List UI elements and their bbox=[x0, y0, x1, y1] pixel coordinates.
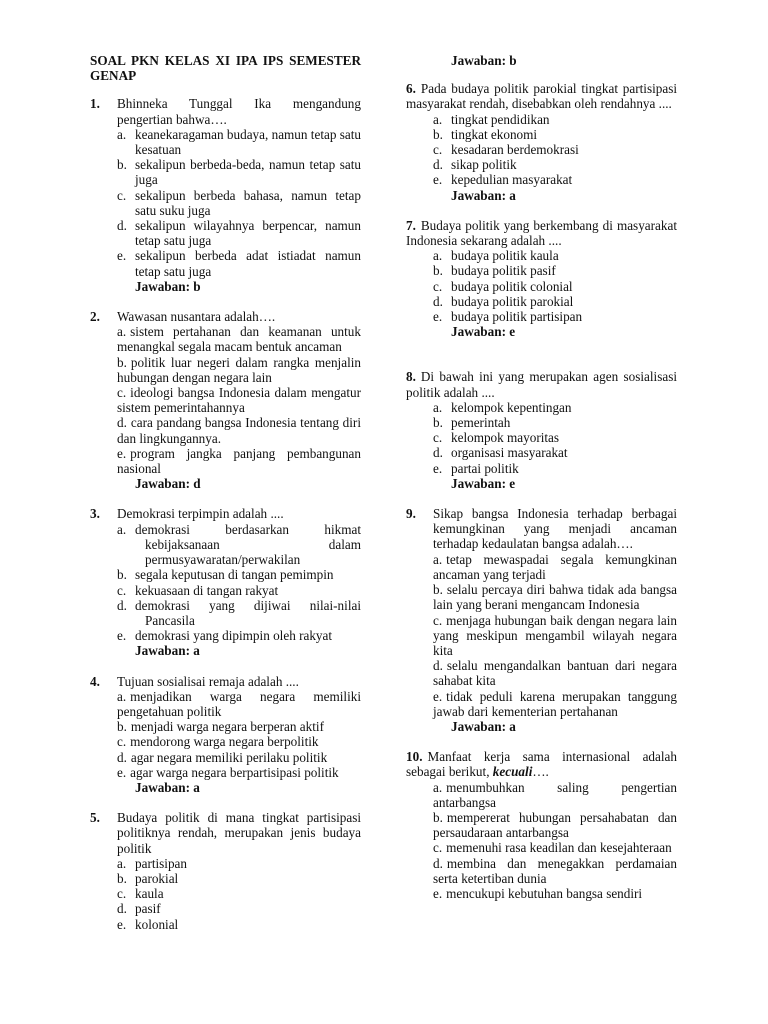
question-number: 1. bbox=[90, 96, 100, 112]
answer-key: Jawaban: d bbox=[135, 476, 201, 492]
question-stem: Budaya politik yang berkembang di masyarakat Indonesia sekarang adalah .... bbox=[406, 217, 677, 249]
option: b. tingkat ekonomi bbox=[433, 126, 538, 142]
option: e. agar warga negara berpartisipasi politik bbox=[117, 764, 339, 780]
option: b. menjadi warga negara berperan aktif bbox=[117, 719, 324, 735]
question-stem: Demokrasi terpimpin adalah .... bbox=[117, 506, 284, 522]
option-list bbox=[433, 780, 677, 902]
option: d. sekalipun wilayahnya berpencar, namun tetap satu juga bbox=[117, 218, 361, 249]
option: e. budaya politik partisipan bbox=[433, 309, 583, 325]
question-stem: Di bawah ini yang merupakan agen sosialisasi politik adalah .... bbox=[406, 369, 677, 400]
answer-key: Jawaban: e bbox=[451, 324, 516, 340]
emphasis-kecuali: kecuali bbox=[492, 764, 533, 780]
option-list bbox=[117, 522, 361, 644]
answer-key: Jawaban: e bbox=[451, 475, 516, 491]
option: a. budaya politik kaula bbox=[433, 248, 559, 264]
option: b. segala keputusan di tangan pemimpin bbox=[117, 567, 334, 583]
option: a. sistem pertahanan dan keamanan untuk menangkal segala macam bentuk ancaman bbox=[117, 324, 361, 355]
answer-key: Jawaban: a bbox=[135, 643, 200, 659]
option-list bbox=[117, 856, 361, 932]
option-list bbox=[433, 248, 677, 324]
option-list bbox=[433, 552, 677, 719]
left-column bbox=[90, 53, 361, 947]
question-number: 5. bbox=[90, 810, 100, 826]
option: a. partisipan bbox=[117, 855, 188, 871]
option: e. tidak peduli karena merupakan tanggung jawab dari kementerian pertahanan bbox=[433, 688, 677, 719]
question-number: 7. bbox=[406, 217, 416, 233]
question-stem: Pada budaya politik parokial tingkat partisipasi masyarakat rendah, disebabkan oleh rendahnya .... bbox=[406, 81, 677, 112]
question-stem: Budaya politik di mana tingkat partisipasi politiknya rendah, merupakan jenis budaya politik bbox=[117, 810, 361, 856]
option: c. budaya politik colonial bbox=[433, 278, 573, 294]
option: d. membina dan menegakkan perdamaian serta ketertiban dunia bbox=[433, 855, 677, 886]
option: d. budaya politik parokial bbox=[433, 293, 574, 309]
option: d. agar negara memiliki perilaku politik bbox=[117, 749, 328, 765]
right-column bbox=[406, 53, 677, 916]
option: c. kaula bbox=[117, 886, 164, 902]
option: c. kelompok mayoritas bbox=[433, 430, 560, 446]
question-number: 10. bbox=[406, 749, 423, 765]
answer-key: Jawaban: a bbox=[451, 718, 516, 734]
option: b. sekalipun berbeda-beda, namun tetap satu juga bbox=[117, 157, 361, 188]
question-number: 2. bbox=[90, 309, 100, 325]
option: a. menjadikan warga negara memiliki pengetahuan politik bbox=[117, 688, 361, 719]
option-list bbox=[433, 400, 677, 476]
option: e. program jangka panjang pembangunan nasional bbox=[117, 445, 361, 477]
option: b. selalu percaya diri bahwa tidak ada bangsa lain yang berani mengancam Indonesia bbox=[433, 582, 677, 613]
question-stem: Manfaat kerja sama internasional adalah sebagai berikut, kecuali…. bbox=[406, 749, 677, 780]
option: e. sekalipun berbeda adat istiadat namun tetap satu juga bbox=[117, 248, 361, 279]
option: e. demokrasi yang dipimpin oleh rakyat bbox=[117, 628, 333, 644]
option: b. parokial bbox=[117, 870, 179, 886]
option: c. ideologi bangsa Indonesia dalam mengatur sistem pemerintahannya bbox=[117, 385, 361, 416]
option: c. memenuhi rasa keadilan dan kesejahteraan bbox=[433, 840, 672, 856]
option: d. organisasi masyarakat bbox=[433, 445, 568, 461]
option-list bbox=[117, 324, 361, 476]
option-list bbox=[117, 127, 361, 279]
option: c. mendorong warga negara berpolitik bbox=[117, 734, 319, 750]
option: a. menumbuhkan saling pengertian antarbangsa bbox=[433, 779, 677, 810]
option: e. kepedulian masyarakat bbox=[433, 172, 573, 188]
option-list bbox=[117, 689, 361, 780]
option: a. keanekaragaman budaya, namun tetap satu kesatuan bbox=[117, 126, 361, 158]
option: e. mencukupi kebutuhan bangsa sendiri bbox=[433, 885, 643, 901]
answer-key: Jawaban: a bbox=[135, 779, 200, 795]
option: b. mempererat hubungan persahabatan dan persaudaraan antarbangsa bbox=[433, 809, 677, 841]
answer-key: Jawaban: b bbox=[135, 278, 201, 294]
option: b. politik luar negeri dalam rangka menjalin hubungan dengan negara lain bbox=[117, 354, 361, 385]
answer-key: Jawaban: b bbox=[451, 53, 517, 68]
question-stem: Tujuan sosialisai remaja adalah .... bbox=[117, 673, 299, 689]
option: e. partai politik bbox=[433, 460, 519, 476]
option: d. sikap politik bbox=[433, 157, 517, 173]
option: e. kolonial bbox=[117, 916, 179, 932]
question-stem: Wawasan nusantara adalah…. bbox=[117, 309, 276, 325]
option: a. tetap mewaspadai segala kemungkinan ancaman yang terjadi bbox=[433, 551, 677, 582]
question-number: 9. bbox=[406, 506, 416, 522]
option: d. cara pandang bangsa Indonesia tentang diri dan lingkungannya. bbox=[117, 415, 361, 446]
option: d. demokrasi yang dijiwai nilai-nilai Pancasila bbox=[117, 597, 361, 628]
question-number: 3. bbox=[90, 506, 100, 522]
question-1 bbox=[90, 96, 361, 294]
question-3 bbox=[90, 506, 361, 658]
question-9 bbox=[406, 506, 677, 734]
option: c. kekuasaan di tangan rakyat bbox=[117, 582, 279, 598]
option: b. budaya politik pasif bbox=[433, 263, 556, 279]
question-number: 6. bbox=[406, 81, 416, 97]
question-5 bbox=[90, 810, 361, 932]
question-2 bbox=[90, 309, 361, 491]
answer-key: Jawaban: a bbox=[451, 187, 516, 203]
option: d. pasif bbox=[117, 901, 161, 917]
option: c. menjaga hubungan baik dengan negara lain yang meskipun mengambil wilayah negara kita bbox=[433, 612, 677, 658]
option: a. demokrasi berdasarkan hikmat kebijaksanaan dalam permusyawaratan/perwakilan bbox=[117, 521, 361, 568]
question-6 bbox=[406, 81, 677, 203]
question-8 bbox=[406, 369, 677, 491]
option: c. sekalipun berbeda bahasa, namun tetap satu suku juga bbox=[117, 187, 361, 218]
question-number: 8. bbox=[406, 369, 416, 385]
question-4 bbox=[90, 674, 361, 796]
question-10 bbox=[406, 749, 677, 901]
question-stem: Sikap bangsa Indonesia terhadap berbagai kemungkinan yang menjadi ancaman terhadap kedaulatan bangsa adalah…. bbox=[433, 506, 677, 552]
question-stem: Bhinneka Tunggal Ika mengandung pengertian bahwa…. bbox=[117, 96, 361, 127]
question-7 bbox=[406, 218, 677, 340]
option-list bbox=[433, 112, 677, 188]
option: d. selalu mengandalkan bantuan dari negara sahabat kita bbox=[433, 658, 677, 689]
question-number: 4. bbox=[90, 673, 100, 689]
option: b. pemerintah bbox=[433, 415, 511, 431]
option: c. kesadaran berdemokrasi bbox=[433, 142, 579, 158]
page-title: SOAL PKN KELAS XI IPA IPS SEMESTER GENAP bbox=[90, 53, 361, 84]
option: a. tingkat pendidikan bbox=[433, 111, 550, 127]
option: a. kelompok kepentingan bbox=[433, 399, 572, 415]
